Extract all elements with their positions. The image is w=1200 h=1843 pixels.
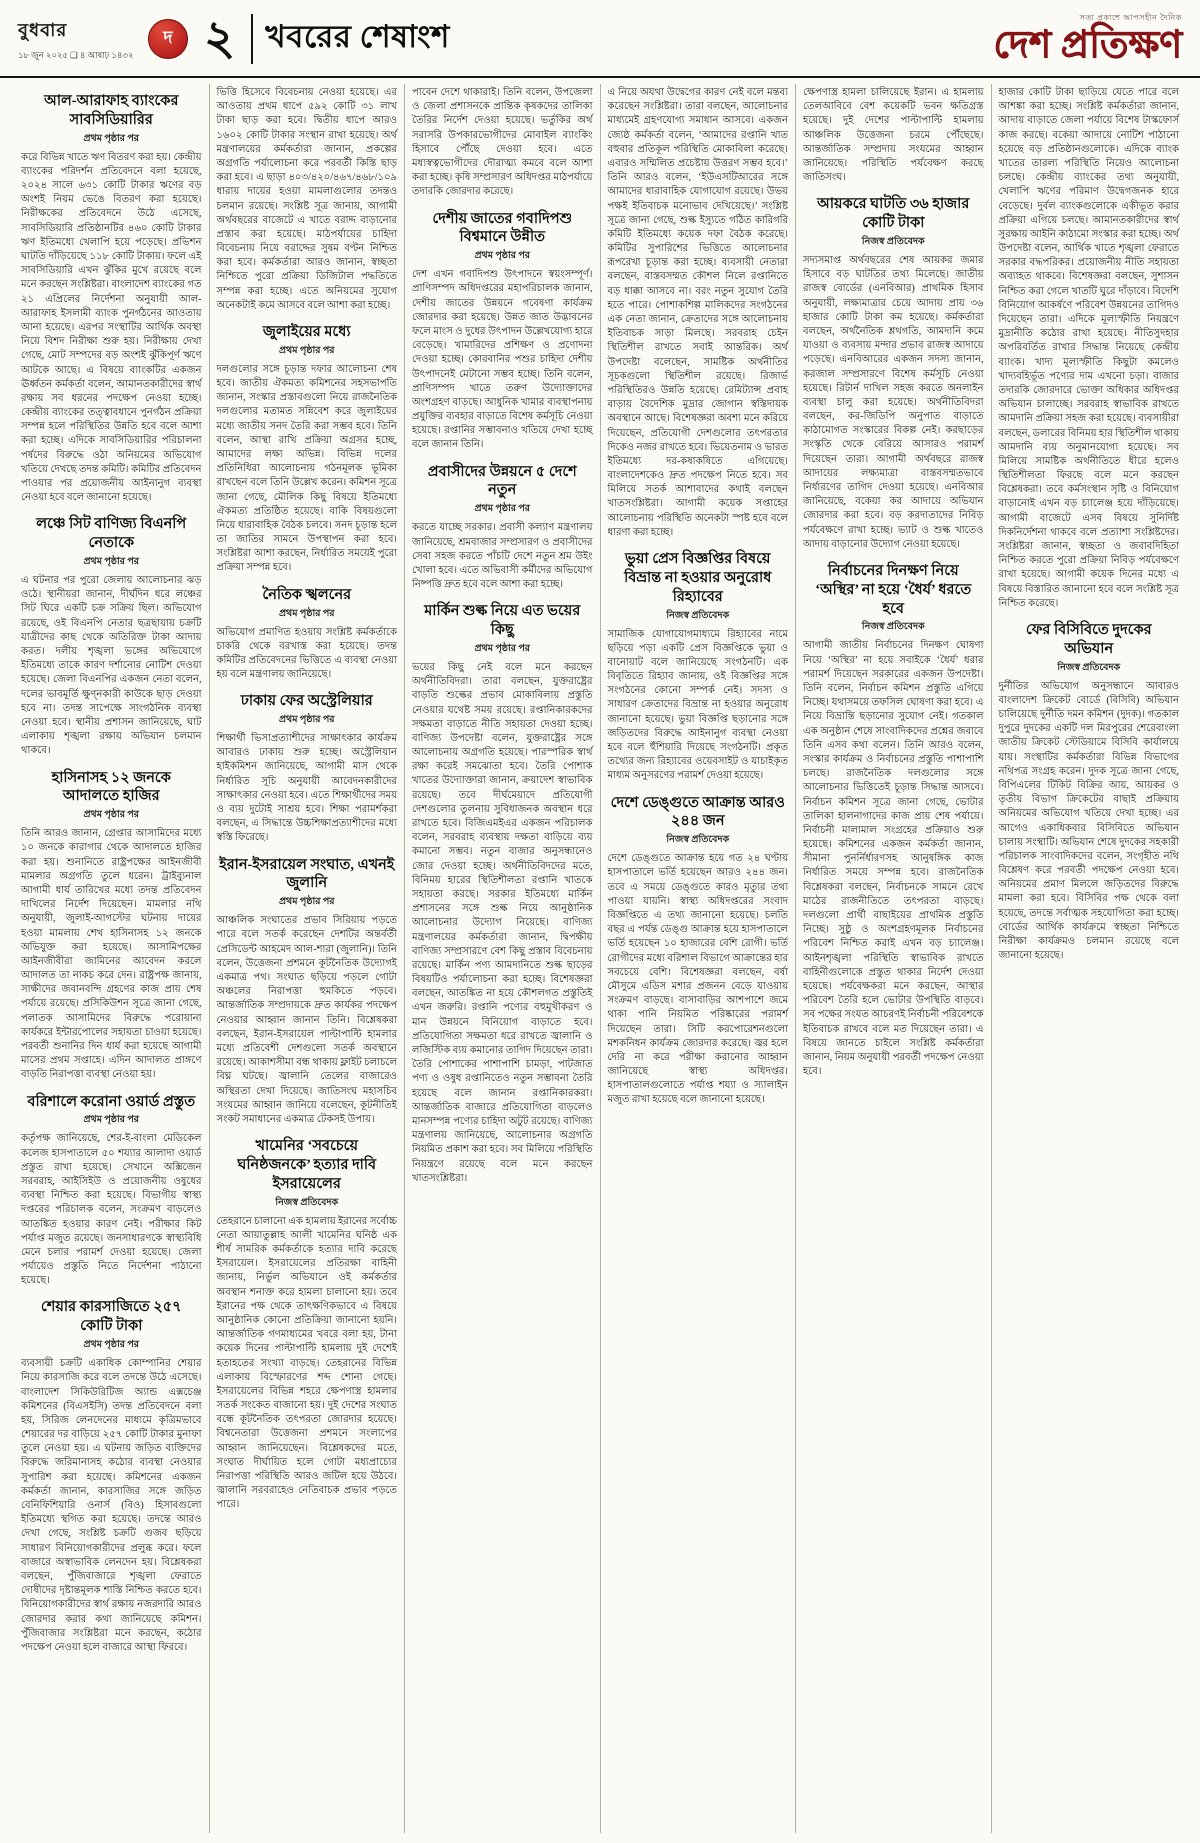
article-heading: প্রবাসীদের উন্নয়নে ৫ দেশে নতুন [427,463,577,499]
article-barishal-corona [21,1093,202,1289]
article-kicker: প্রথম পৃষ্ঠার পর [278,897,335,908]
section-title: খবরের শেষাংশ [265,19,450,54]
article-continuation [999,86,1180,611]
article-body: ভয়ের কিছু নেই বলে মনে করছেন অর্থনীতিবিদরা। তারা বলছেন, যুক্তরাষ্ট্রের বাড়তি শুল্কের প্রভাব মোকাবিলায় প্রস্তুতি নেওয়ার যথেষ্ট সময় রয়েছে। রপ্তানিকারকদের সক্ষমতা বাড়াতে নীতি সহায়তা দেওয়া হচ্ছে। বাণিজ্য উপদেষ্টা বলেন, যুক্তরাষ্ট্রের সঙ্গে আলোচনায় অগ্রগতি হয়েছে। পারস্পরিক স্বার্থ রক্ষা করেই সমঝোতা হবে। তৈরি পোশাক খাতের উদ্যোক্তারা জানান, ক্রয়াদেশ স্বাভাবিক রয়েছে। তবে দীর্ঘমেয়াদে প্রতিযোগী দেশগুলোর তুলনায় সুবিধাজনক অবস্থান ধরে রাখতে হবে। বিজিএমইএর একজন পরিচালক বলেন, সরবরাহ ব্যবস্থায় দক্ষতা বাড়িয়ে ব্যয় কমানো সম্ভব। নতুন বাজার অনুসন্ধানেও জোর দেওয়া হচ্ছে। অর্থনীতিবিদদের মতে, বিনিময় হারের স্থিতিশীলতা রপ্তানি খাতকে সহায়তা করছে। সরকার ইতিমধ্যে মার্কিন প্রশাসনের সঙ্গে শুল্ক নিয়ে আনুষ্ঠানিক আলোচনার উদ্যোগ নিয়েছে। বাণিজ্য মন্ত্রণালয়ের কর্মকর্তারা জানান, দ্বিপক্ষীয় বাণিজ্য সম্প্রসারণে বেশ কিছু প্রস্তাব বিবেচনায় রয়েছে। মার্কিন পণ্য আমদানিতে শুল্ক ছাড়ের বিষয়টিও পর্যালোচনা করা হচ্ছে। বিশেষজ্ঞরা বলছেন, আতঙ্কিত না হয়ে কৌশলগত প্রস্তুতিই এখন জরুরি। রপ্তানি পণ্যের বহুমুখীকরণ ও মান উন্নয়নে বিনিয়োগ বাড়াতে হবে। প্রতিযোগিতা সক্ষমতা ধরে রাখতে জ্বালানি ও লজিস্টিক ব্যয় কমানোর তাগিদ দিয়েছেন তারা। তৈরি পোশাকের পাশাপাশি চামড়া, পাটজাত পণ্য ও ওষুধ রপ্তানিতেও নতুন সম্ভাবনা তৈরি হয়েছে বলে জানান রপ্তানিকারকরা। আন্তর্জাতিক বাজারে প্রতিযোগিতা বাড়লেও মানসম্পন্ন পণ্যের চাহিদা অটুট রয়েছে। বাণিজ্য মন্ত্রণালয় জানিয়েছে, আলোচনার অগ্রগতি নিয়মিত প্রকাশ করা হবে। সব মিলিয়ে পরিস্থিতি নিয়ন্ত্রণে রয়েছে বলে মনে করছেন খাতসংশ্লিষ্টরা। [412,661,593,1184]
article-rehab-fake-press [608,550,789,784]
article-heading: ইরান-ইসরায়েল সংঘাত, এখনই জুলানি [219,856,395,892]
article-heading: ঢাকায় ফের অস্ট্রেলিয়ার [240,693,373,710]
article-continuation [608,86,789,540]
article-launch-seat [21,515,202,758]
article-kicker: প্রথম পৃষ্ঠার পর [278,715,335,726]
article-body: দলগুলোর সঙ্গে চূড়ান্ত দফার আলোচনা শেষ হবে। জাতীয় ঐকমত্য কমিশনের সহসভাপতি জানান, সংস্কার প্রস্তাবগুলো নিয়ে রাজনৈতিক দলগুলোর মতামত সন্নিবেশ করে জুলাইয়ের মধ্যে জাতীয় সনদ তৈরি করা সম্ভব হবে। তিনি বলেন, আস্থা রাখি প্রক্রিয়া অগ্রসর হচ্ছে, আমাদের লক্ষ্য অভিন্ন। বিভিন্ন দলের প্রতিনিধিরা আলোচনায় গঠনমূলক ভূমিকা রাখছেন বলে তিনি উল্লেখ করেন। কমিশন সূত্রে জানা গেছে, মৌলিক কিছু বিষয়ে ইতিমধ্যে ঐকমত্য প্রতিষ্ঠিত হয়েছে। বাকি বিষয়গুলো নিয়ে ধারাবাহিক বৈঠক চলবে। সনদ চূড়ান্ত হলে তা জাতির সামনে উপস্থাপন করা হবে। সংশ্লিষ্টরা আশা করছেন, নির্ধারিত সময়েই পুরো প্রক্রিয়া সম্পন্ন হবে। [216,363,397,574]
article-kicker: প্রথম পৃষ্ঠার পর [83,810,140,821]
article-body: তেহরানে চালানো এক হামলায় ইরানের সর্বোচ্চ নেতা আয়াতুল্লাহ আলী খামেনির ঘনিষ্ঠ এক শীর্ষ সামরিক কর্মকর্তাকে হত্যার দাবি করেছে ইসরায়েল। ইসরায়েলের প্রতিরক্ষা বাহিনী জানায়, নির্ভুল অভিযানে ওই কর্মকর্তার অবস্থান শনাক্ত করে হামলা চালানো হয়। তবে ইরানের পক্ষ থেকে তাৎক্ষণিকভাবে এ বিষয়ে আনুষ্ঠানিক কোনো প্রতিক্রিয়া জানানো হয়নি। আন্তর্জাতিক গণমাধ্যমের খবরে বলা হয়, টানা কয়েক দিনের পাল্টাপাল্টি হামলায় দুই দেশেই হতাহতের সংখ্যা বাড়ছে। তেহরানের বিভিন্ন এলাকায় বিস্ফোরণের শব্দ শোনা গেছে। ইসরায়েলের বিভিন্ন শহরে ক্ষেপণাস্ত্র হামলার সতর্ক সংকেত বাজানো হয়। দুই দেশের সংঘাত বন্ধে কূটনৈতিক তৎপরতা জোরদার হয়েছে। বিশ্বনেতারা উত্তেজনা প্রশমনে সংলাপের আহ্বান জানিয়েছেন। বিশ্লেষকদের মতে, সংঘাত দীর্ঘায়িত হলে গোটা মধ্যপ্রাচ্যের নিরাপত্তা পরিস্থিতি আরও জটিল হয়ে উঠবে। জ্বালানি সরবরাহেও নেতিবাচক প্রভাব পড়তে পারে। [216,1215,397,1511]
article-kicker: প্রথম পৃষ্ঠার পর [278,345,335,356]
columns-area [0,78,1200,1833]
article-heading: নৈতিক স্খলনের [262,586,352,603]
article-body: হাজার কোটি টাকা ছাড়িয়ে যেতে পারে বলে আশঙ্কা করা হচ্ছে। সংশ্লিষ্ট কর্মকর্তারা জানান, আদায় বাড়াতে জেলা পর্যায়ে বিশেষ টাস্কফোর্স কাজ করছে। বকেয়া আদায়ে নোটিশ পাঠানো হয়েছে বড় প্রতিষ্ঠানগুলোকে। এদিকে ব্যাংক খাতের তারল্য পরিস্থিতি নিয়েও আলোচনা চলছে। কেন্দ্রীয় ব্যাংকের তথ্য অনুযায়ী, খেলাপি ঋণের পরিমাণ উদ্বেগজনক হারে বেড়েছে। দুর্বল ব্যাংকগুলোকে একীভূত করার প্রক্রিয়া এগিয়ে চলছে। আমানতকারীদের স্বার্থ সুরক্ষায় আইনি কাঠামো সংস্কার করা হচ্ছে। অর্থ উপদেষ্টা বলেন, আর্থিক খাতে শৃঙ্খলা ফেরাতে সরকার বদ্ধপরিকর। প্রয়োজনীয় নীতি সহায়তা অব্যাহত থাকবে। বিশেষজ্ঞরা বলছেন, সুশাসন নিশ্চিত করা গেলে খাতটি ঘুরে দাঁড়াবে। বিদেশি বিনিয়োগ আকর্ষণে পরিবেশ উন্নয়নের তাগিদও দিয়েছেন তারা। এদিকে মূল্যস্ফীতি নিয়ন্ত্রণে মুদ্রানীতি কঠোর রাখা হয়েছে। নীতিসুদহার অপরিবর্তিত রাখার সিদ্ধান্ত নিয়েছে কেন্দ্রীয় ব্যাংক। খাদ্য মূল্যস্ফীতি কিছুটা কমলেও খাদ্যবহির্ভূত পণ্যের দাম এখনো চড়া। বাজার তদারকি জোরদারে ভোক্তা অধিকার অধিদপ্তর অভিযান চালাচ্ছে। সরবরাহ স্বাভাবিক রাখতে আমদানি প্রক্রিয়া সহজ করা হয়েছে। ব্যবসায়ীরা বলছেন, ডলারের বিনিময় হার স্থিতিশীল থাকায় আমদানি ব্যয় অনুমানযোগ্য হয়েছে। সব মিলিয়ে সামষ্টিক অর্থনীতিতে ধীরে হলেও স্থিতিশীলতা ফিরছে বলে মনে করছেন বিশ্লেষকরা। তবে কর্মসংস্থান সৃষ্টি ও বিনিয়োগ বাড়ানোই এখন বড় চ্যালেঞ্জ হয়ে দাঁড়িয়েছে। আগামী বাজেটে এসব বিষয়ে সুনির্দিষ্ট দিকনির্দেশনা থাকবে বলে প্রত্যাশা সংশ্লিষ্টদের। সংশ্লিষ্টরা জানান, স্বচ্ছতা ও জবাবদিহিতা নিশ্চিত করতে পুরো প্রক্রিয়া নিবিড় পর্যবেক্ষণে রাখা হয়েছে। আগামী কয়েক দিনের মধ্যে এ বিষয়ে বিস্তারিত জানানো হবে বলে সংশ্লিষ্ট সূত্র নিশ্চিত করেছে। [998,87,1179,609]
article-heading: দেশে ডেঙ্গুতে আক্রান্ত আরও ২৪৪ জন [610,794,785,830]
article-july-charter [217,323,398,576]
article-kicker: নিজস্ব প্রতিবেদক [666,835,730,846]
article-heading: খামেনির ‘সবচেয়ে ঘনিষ্ঠজনকে’ হত্যার দাবি ইসরায়েলের [237,1138,377,1192]
column-4 [601,84,797,1833]
article-body: দেশে ডেঙ্গুতে আক্রান্ত হয়ে গত ২৪ ঘণ্টায় হাসপাতালে ভর্তি হয়েছেন আরও ২৪৪ জন। তবে এ সময়ে ডেঙ্গুতে কারও মৃত্যুর তথ্য পাওয়া যায়নি। স্বাস্থ্য অধিদপ্তরের সংবাদ বিজ্ঞপ্তিতে এ তথ্য জানানো হয়েছে। চলতি বছর এ পর্যন্ত ডেঙ্গু আক্রান্ত হয়ে হাসপাতালে ভর্তি হয়েছেন ১০ হাজারের বেশি রোগী। ভর্তি রোগীদের মধ্যে বরিশাল বিভাগে আক্রান্তের হার সবচেয়ে বেশি। বিশেষজ্ঞরা বলছেন, বর্ষা মৌসুমে এডিস মশার প্রজনন বেড়ে যাওয়ায় সংক্রমণ বাড়ছে। বাসাবাড়ির আশপাশে জমে থাকা পানি নিয়মিত পরিষ্কারের পরামর্শ দিয়েছেন তারা। সিটি করপোরেশনগুলো মশকনিধন কার্যক্রম জোরদার করেছে। জ্বর হলে দেরি না করে পরীক্ষা করানোর আহ্বান জানিয়েছে স্বাস্থ্য অধিদপ্তর। হাসপাতালগুলোতে পর্যাপ্ত শয্যা ও স্যালাইন মজুত রাখা হয়েছে বলে জানানো হয়েছে। [607,853,788,1106]
column-5 [796,84,992,1833]
header-divider [251,14,253,64]
article-heading: আয়করে ঘাটতি ৩৬ হাজার কোটি টাকা [817,196,970,232]
page-header [0,0,1200,78]
column-3 [405,84,601,1833]
article-livestock [412,210,593,453]
column-6 [992,84,1187,1833]
article-al-arafah [21,92,202,505]
article-bcb-acc-raid [999,621,1180,963]
article-kicker: প্রথম পৃষ্ঠার পর [474,643,531,654]
article-body: অভিযোগ প্রমাণিত হওয়ায় সংশ্লিষ্ট কর্মকর্তাকে চাকরি থেকে বরখাস্ত করা হয়েছে। তদন্ত কমিটির প্রতিবেদনের ভিত্তিতে এ ব্যবস্থা নেওয়া হয় বলে মন্ত্রণালয় জানিয়েছে। [216,626,397,681]
article-heading: মার্কিন শুল্ক নিয়ে এত ভয়ের কিছু [424,603,581,639]
date-line: ১৮ জুন ২০২৫ ❑ ৪ আষাঢ় ১৪৩২ [18,49,134,60]
article-heading: জুলাইয়ের মধ্যে [262,324,351,340]
article-heading: ফের বিসিবিতে দুদকের অভিযান [1025,621,1152,657]
masthead-block [993,12,1182,66]
article-body: আগামী জাতীয় নির্বাচনের দিনক্ষণ ঘোষণা নিয়ে ‘অস্থির’ না হয়ে সবাইকে ‘ধৈর্য’ ধরার পরামর্শ দিয়েছেন সরকারের একজন উপদেষ্টা। তিনি বলেন, নির্বাচন কমিশন প্রস্তুতি এগিয়ে নিচ্ছে। যথাসময়ে তফসিল ঘোষণা করা হবে। এ নিয়ে বিভ্রান্তি ছড়ানোর সুযোগ নেই। গতকাল এক অনুষ্ঠান শেষে সাংবাদিকদের প্রশ্নের জবাবে তিনি এসব কথা বলেন। তিনি আরও বলেন, সংস্কার কার্যক্রম ও নির্বাচনের প্রস্তুতি পাশাপাশি চলছে। রাজনৈতিক দলগুলোর সঙ্গে আলোচনার ভিত্তিতেই চূড়ান্ত সিদ্ধান্ত আসবে। নির্বাচন কমিশন সূত্রে জানা গেছে, ভোটার তালিকা হালনাগাদের কাজ প্রায় শেষ পর্যায়ে। নির্বাচনী মালামাল সংগ্রহের প্রক্রিয়াও শুরু হয়েছে। কমিশনের একজন কর্মকর্তা জানান, সীমানা পুনর্নির্ধারণসহ আনুষঙ্গিক কাজ নির্ধারিত সময়ে সম্পন্ন হবে। রাজনৈতিক বিশ্লেষকরা বলছেন, নির্বাচনকে সামনে রেখে মাঠের রাজনীতিতে তৎপরতা বাড়ছে। দলগুলো প্রার্থী বাছাইয়ের প্রাথমিক প্রস্তুতি নিচ্ছে। সুষ্ঠু ও অংশগ্রহণমূলক নির্বাচনের পরিবেশ নিশ্চিত করাই এখন বড় চ্যালেঞ্জ। আইনশৃঙ্খলা পরিস্থিতি স্বাভাবিক রাখতে বাহিনীগুলোকে প্রস্তুত থাকার নির্দেশ দেওয়া হয়েছে। পর্যবেক্ষকরা মনে করছেন, আস্থার পরিবেশ তৈরি হলে ভোটার উপস্থিতি বাড়বে। সব পক্ষের সংযত আচরণই নির্বাচনী পরিবেশকে ইতিবাচক রাখবে বলে মত দিয়েছেন তারা। এ বিষয়ে জানতে চাইলে সংশ্লিষ্ট কর্মকর্তারা জানান, নিয়ম অনুযায়ী পরবর্তী পদক্ষেপ নেওয়া হবে। [803,640,984,1078]
masthead-tagline: সত্য প্রকাশে আপসহীন দৈনিক [1079,13,1182,23]
article-expatriates [412,463,593,593]
article-body: শিক্ষার্থী ভিসাপ্রত্যাশীদের সাক্ষাৎকার কার্যক্রম আবারও ঢাকায় শুরু হচ্ছে। অস্ট্রেলিয়ান হাইকমিশন জানিয়েছে, আগামী মাস থেকে নির্ধারিত সূচি অনুযায়ী আবেদনকারীদের সাক্ষাৎকার নেওয়া হবে। এতে শিক্ষার্থীদের সময় ও ব্যয় দুটোই সাশ্রয় হবে। শিক্ষা পরামর্শকরা বলছেন, এ সিদ্ধান্তে উচ্চশিক্ষাপ্রত্যাশীদের মধ্যে স্বস্তি ফিরেছে। [216,733,397,844]
article-kicker: নিজস্ব প্রতিবেদক [275,1197,339,1208]
article-us-tariff [412,602,593,1186]
article-share-manipulation [21,1298,202,1655]
column-2 [210,84,406,1833]
article-khamenei-claim [217,1137,398,1512]
article-heading: দেশীয় জাতের গবাদিপশু বিশ্বমানে উন্নীত [432,210,573,246]
article-body: ভিত্তি হিসেবে বিবেচনায় নেওয়া হয়েছে। এর আওতায় প্রথম ধাপে ৫৯২ কোটি ৩১ লাখ টাকা ছাড় করা হবে। দ্বিতীয় ধাপে আরও ১৬০২ কোটি টাকার সংস্থান রাখা হয়েছে। অর্থ মন্ত্রণালয়ের কর্মকর্তারা জানান, প্রকল্পের অগ্রগতি পর্যালোচনা করে পরবর্তী কিস্তি ছাড় করা হবে। এ ছাড়া ৪০৩/৪২০/৪৬৭/৪৬৮/১০৯ ধারায় দায়ের হওয়া মামলাগুলোর তদন্তও চলমান রয়েছে। সংশ্লিষ্ট সূত্র জানায়, আগামী অর্থবছরের বাজেটে এ খাতে বরাদ্দ বাড়ানোর প্রস্তাব করা হয়েছে। মাঠপর্যায়ের চাহিদা বিবেচনায় নিয়ে বরাদ্দের সুষম বণ্টন নিশ্চিত করা হবে। কর্মকর্তারা আরও জানান, স্বচ্ছতা নিশ্চিতে পুরো প্রক্রিয়া ডিজিটাল পদ্ধতিতে সম্পন্ন করা হচ্ছে। এতে অনিয়মের সুযোগ অনেকটাই কমে আসবে বলে আশা করা হচ্ছে। [216,87,397,311]
article-kicker: প্রথম পৃষ্ঠার পর [474,504,531,515]
article-heading: বরিশালে করোনা ওয়ার্ড প্রস্তুত [27,1093,196,1110]
article-heading: আল-আরাফাহ ব্যাংকের সাবসিডিয়ারির [44,93,179,128]
article-kicker: নিজস্ব প্রতিবেদক [1057,662,1121,673]
article-body: আঞ্চলিক সংঘাতের প্রভাব সিরিয়ায় পড়তে পারে বলে সতর্ক করেছেন দেশটির অন্তর্বর্তী প্রেসিডেন্ট আহমেদ আল-শারা (জুলানি)। তিনি বলেন, উত্তেজনা প্রশমনে কূটনৈতিক উদ্যোগই একমাত্র পথ। সংঘাত ছড়িয়ে পড়লে গোটা অঞ্চলের নিরাপত্তা হুমকিতে পড়বে। আন্তর্জাতিক সম্প্রদায়কে দ্রুত কার্যকর পদক্ষেপ নেওয়ার আহ্বান জানান তিনি। বিশ্লেষকরা বলছেন, ইরান-ইসরায়েল পাল্টাপাল্টি হামলার মধ্যে প্রতিবেশী দেশগুলো সতর্ক অবস্থানে রয়েছে। আকাশসীমা বন্ধ থাকায় ফ্লাইট চলাচলে বিঘ্ন ঘটছে। জ্বালানি তেলের বাজারেও অস্থিরতা দেখা দিয়েছে। জাতিসংঘ মহাসচিব সংযমের আহ্বান জানিয়ে বলেছেন, কূটনীতিই সংকট সমাধানের একমাত্র টেকসই উপায়। [216,915,397,1125]
article-kicker: প্রথম পৃষ্ঠার পর [83,557,140,568]
article-body: দুর্নীতির অভিযোগ অনুসন্ধানে আবারও বাংলাদেশ ক্রিকেট বোর্ডে (বিসিবি) অভিযান চালিয়েছে দুর্নীতি দমন কমিশন (দুদক)। গতকাল দুপুরে দুদকের একটি দল মিরপুরের শেরেবাংলা জাতীয় ক্রিকেট স্টেডিয়ামে বিসিবি কার্যালয়ে যায়। সংস্থাটির কর্মকর্তারা বিভিন্ন বিভাগের নথিপত্র সংগ্রহ করেন। দুদক সূত্রে জানা গেছে, বিপিএলের টিকিট বিক্রির আয়, আয়কর ও তৃতীয় বিভাগ ক্রিকেটের বাছাই প্রক্রিয়ায় অনিয়মের অভিযোগ খতিয়ে দেখা হচ্ছে। এর আগেও একাধিকবার বিসিবিতে অভিযান চালায় সংস্থাটি। অভিযান শেষে দুদকের সহকারী পরিচালক সাংবাদিকদের বলেন, সংগৃহীত নথি বিশ্লেষণ করে পরবর্তী পদক্ষেপ নেওয়া হবে। অনিয়মের প্রমাণ মিললে জড়িতদের বিরুদ্ধে মামলা করা হবে। বিসিবির পক্ষ থেকে বলা হয়েছে, তদন্তে সর্বাত্মক সহযোগিতা করা হচ্ছে। বোর্ডের আর্থিক কার্যক্রমে স্বচ্ছতা নিশ্চিতে নিরীক্ষা কার্যক্রমও চলমান রয়েছে বলে জানানো হয়েছে। [998,680,1179,962]
article-heading: হাসিনাসহ ১২ জনকে আদালতে হাজির [51,769,171,805]
article-continuation [217,86,398,313]
article-body: সদ্যসমাপ্ত অর্থবছরের শেষ আয়কর জমার হিসাবে বড় ঘাটতির তথ্য মিলেছে। জাতীয় রাজস্ব বোর্ডের (এনবিআর) প্রাথমিক হিসাব অনুযায়ী, লক্ষ্যমাত্রার চেয়ে আদায় প্রায় ৩৬ হাজার কোটি টাকা কম হয়েছে। কর্মকর্তারা বলছেন, অর্থনৈতিক শ্লথগতি, আমদানি কমে যাওয়া ও ব্যবসায় মন্দার প্রভাব রাজস্ব আদায়ে পড়েছে। এনবিআরের একজন সদস্য জানান, করজাল সম্প্রসারণে বিশেষ কর্মসূচি নেওয়া হয়েছে। রিটার্ন দাখিল সহজ করতে অনলাইন ব্যবস্থা চালু করা হয়েছে। অর্থনীতিবিদরা বলছেন, কর-জিডিপি অনুপাত বাড়াতে কাঠামোগত সংস্কারের বিকল্প নেই। করছাড়ের সংস্কৃতি থেকে বেরিয়ে আসারও পরামর্শ দিয়েছেন তারা। আগামী অর্থবছরে রাজস্ব আদায়ের লক্ষ্যমাত্রা বাস্তবসম্মতভাবে নির্ধারণের তাগিদ দেওয়া হয়েছে। এনবিআর জানিয়েছে, বকেয়া কর আদায়ে অভিযান জোরদার করা হবে। বড় করদাতাদের নিবিড় পর্যবেক্ষণে রাখা হচ্ছে। ভ্যাট ও শুল্ক খাতেও আদায় বাড়ানোর উদ্যোগ নেওয়া হয়েছে। [803,255,984,550]
masthead-title: দেশ প্রতিক্ষণ [993,24,1182,67]
column-1 [14,84,210,1833]
article-body: তিনি আরও জানান, গ্রেপ্তার আসামিদের মধ্যে ১০ জনকে কারাগার থেকে আদালতে হাজির করা হয়। শুনানিতে রাষ্ট্রপক্ষের আইনজীবী মামলার অগ্রগতি তুলে ধরেন। ট্রাইব্যুনাল আগামী ধার্য তারিখের মধ্যে তদন্ত প্রতিবেদন দাখিলের নির্দেশ দিয়েছেন। মামলার নথি অনুযায়ী, জুলাই-আগস্টের ঘটনায় দায়ের হওয়া মামলায় শেখ হাসিনাসহ ১২ জনকে অভিযুক্ত করা হয়েছে। আসামিপক্ষের আইনজীবীরা জামিনের আবেদন করলে আদালত তা নাকচ করে দেন। রাষ্ট্রপক্ষ জানায়, সাক্ষীদের জবানবন্দি গ্রহণের কাজ প্রায় শেষ পর্যায়ে রয়েছে। প্রসিকিউশন সূত্রে জানা গেছে, পলাতক আসামিদের বিরুদ্ধে পরোয়ানা কার্যকরে ইন্টারপোলের সহায়তা চাওয়া হয়েছে। পরবর্তী শুনানির দিন ধার্য করা হয়েছে আগামী মাসের প্রথম সপ্তাহে। এদিন আদালত প্রাঙ্গণে বাড়তি নিরাপত্তা ব্যবস্থা নেওয়া হয়। [21,828,202,1081]
article-body: করতে যাচ্ছে সরকার। প্রবাসী কল্যাণ মন্ত্রণালয় জানিয়েছে, শ্রমবাজার সম্প্রসারণ ও প্রবাসীদের সেবা সহজ করতে পাঁচটি দেশে নতুন শ্রম উইং খোলা হবে। এতে অভিবাসী কর্মীদের অভিযোগ নিষ্পত্তি দ্রুত হবে বলে আশা করা হচ্ছে। [412,522,593,591]
article-income-tax-shortfall [803,195,984,552]
article-iran-israel-julani [217,856,398,1128]
article-heading: লঞ্চে সিট বাণিজ্য বিএনপি নেতাকে [36,516,187,552]
article-body: পাবেন দেশে থাকারাই। তিনি বলেন, উপজেলা ও জেলা প্রশাসনকে প্রান্তিক কৃষকদের তালিকা তৈরির নির্দেশ দেওয়া হয়েছে। ভর্তুকির অর্থ সরাসরি উপকারভোগীদের মোবাইল ব্যাংকিং হিসাবে পৌঁছে দেওয়া হবে। এতে মধ্যস্বত্বভোগীদের দৌরাত্ম্য কমবে বলে আশা করা হচ্ছে। কৃষি সম্প্রসারণ অধিদপ্তর মাঠপর্যায়ে তদারকি জোরদার করেছে। [412,87,593,198]
article-australia-dhaka [217,692,398,845]
article-dengue [608,794,789,1108]
article-body: করে বিভিন্ন খাতে ঋণ বিতরণ করা হয়। কেন্দ্রীয় ব্যাংকের পরিদর্শন প্রতিবেদনে বলা হয়েছে, ২০২৪ সালে ৬৩১ কোটি টাকার ঋণের বড় অংশই নিয়ম ভেঙে বিতরণ করা হয়েছে। নিরীক্ষকের প্রতিবেদনে উঠে এসেছে, সাবসিডিয়ারি প্রতিষ্ঠানটির ৪৬০ কোটি টাকার ঋণ ইতিমধ্যে খেলাপি হয়ে পড়েছে। প্রভিশন ঘাটতি দাঁড়িয়েছে ১১৮ কোটি টাকায়। ফলে এই সাবসিডিয়ারি এখন ঝুঁকির মুখে রয়েছে বলে মনে করছেন সংশ্লিষ্টরা। বাংলাদেশ ব্যাংকের গত ২১ এপ্রিলের নির্দেশনা অনুযায়ী আল-আরাফাহ ইসলামী ব্যাংক পুনর্গঠনের আওতায় আনা হয়েছে। এরপর সংস্থাটির আর্থিক অবস্থা নিয়ে বিশদ নিরীক্ষা শুরু হয়। নিরীক্ষায় দেখা গেছে, মোট সম্পদের বড় অংশই ঝুঁকিপূর্ণ ঋণে আটকে আছে। এ বিষয়ে ব্যাংকটির একজন ঊর্ধ্বতন কর্মকর্তা বলেন, আমানতকারীদের স্বার্থ রক্ষায় সব ধরনের পদক্ষেপ নেওয়া হচ্ছে। কেন্দ্রীয় ব্যাংকের তত্ত্বাবধানে পুনর্গঠন প্রক্রিয়া সম্পন্ন হলে পরিস্থিতির উন্নতি হবে বলে আশা করা হচ্ছে। এদিকে সাবসিডিয়ারির পরিচালনা পর্ষদের বিরুদ্ধে ওঠা অনিয়মের অভিযোগ খতিয়ে দেখছে তদন্ত কমিটি। কমিটির প্রতিবেদন পাওয়ার পর প্রয়োজনীয় আইনানুগ ব্যবস্থা নেওয়া হবে বলে জানানো হয়েছে। [21,151,202,504]
article-body: ক্ষেপণাস্ত্র হামলা চালিয়েছে ইরান। এ হামলায় তেলআবিবে বেশ কয়েকটি ভবন ক্ষতিগ্রস্ত হয়েছে। দুই দেশের পাল্টাপাল্টি হামলায় আঞ্চলিক উত্তেজনা চরমে পৌঁছেছে। আন্তর্জাতিক সম্প্রদায় সংযমের আহ্বান জানিয়েছে। পরিস্থিতি পর্যবেক্ষণ করছে জাতিসংঘ। [803,87,984,184]
article-kicker: প্রথম পৃষ্ঠার পর [83,1115,140,1126]
article-hasina-court [21,769,202,1083]
article-heading: শেয়ার কারসাজিতে ২৫৭ কোটি টাকা [40,1299,182,1335]
date-block [18,16,136,63]
article-continuation [803,86,984,185]
article-body: ব্যবসায়ী চক্রটি একাধিক কোম্পানির শেয়ার নিয়ে কারসাজি করে বলে তদন্তে উঠে এসেছে। বাংলাদেশ সিকিউরিটিজ অ্যান্ড এক্সচেঞ্জ কমিশনের (বিএসইসি) তদন্ত প্রতিবেদনে বলা হয়, সিরিজ লেনদেনের মাধ্যমে কৃত্রিমভাবে শেয়ারের দর বাড়িয়ে ২৫৭ কোটি টাকার মুনাফা তুলে নেওয়া হয়। এ ঘটনায় জড়িত ব্যক্তিদের বিরুদ্ধে জরিমানাসহ কঠোর ব্যবস্থা নেওয়ার সুপারিশ করা হয়েছে। কমিশনের একজন কর্মকর্তা জানান, কারসাজির সঙ্গে জড়িত বেনিফিশিয়ারি ওনার্স (বিও) হিসাবগুলো ইতিমধ্যে স্থগিত করা হয়েছে। তদন্তে আরও দেখা গেছে, সংশ্লিষ্ট চক্রটি গুজব ছড়িয়ে সাধারণ বিনিয়োগকারীদের প্রলুব্ধ করে। ফলে বাজারে অস্বাভাবিক লেনদেন হয়। বিশ্লেষকরা বলছেন, পুঁজিবাজারে শৃঙ্খলা ফেরাতে দোষীদের দৃষ্টান্তমূলক শাস্তি নিশ্চিত করতে হবে। বিনিয়োগকারীদের স্বার্থ রক্ষায় নজরদারি আরও জোরদার করার কথা জানিয়েছে কমিশন। পুঁজিবাজার সংশ্লিষ্টরা মনে করছেন, কঠোর পদক্ষেপ নেওয়া হলে বাজারে আস্থা ফিরবে। [21,1358,202,1653]
article-kicker: প্রথম পৃষ্ঠার পর [83,133,140,144]
article-body: এ নিয়ে অযথা উদ্বেগের কারণ নেই বলে মন্তব্য করেছেন সংশ্লিষ্টরা। তারা বলছেন, আলোচনার মাধ্যমেই গ্রহণযোগ্য সমাধান আসবে। একজন জ্যেষ্ঠ কর্মকর্তা বলেন, ‘আমাদের রপ্তানি খাত বহুবার প্রতিকূল পরিস্থিতি মোকাবিলা করেছে। এবারও সম্মিলিত প্রচেষ্টায় উত্তরণ সম্ভব হবে।’ তিনি আরও বলেন, ‘ইউএসটিআরের সঙ্গে আমাদের ধারাবাহিক যোগাযোগ রয়েছে। উভয় পক্ষই ইতিবাচক মনোভাব দেখিয়েছে।’ সংশ্লিষ্ট সূত্রে জানা গেছে, শুল্ক ইস্যুতে গঠিত কারিগরি কমিটি ইতিমধ্যে কয়েক দফা বৈঠক করেছে। কমিটির সুপারিশের ভিত্তিতে আলোচনার রূপরেখা চূড়ান্ত করা হচ্ছে। ব্যবসায়ী নেতারা বলছেন, বাস্তবসম্মত কৌশল নিলে রপ্তানিতে বড় ধাক্কা আসবে না। বরং নতুন সুযোগ তৈরি হতে পারে। পোশাকশিল্প মালিকদের সংগঠনের এক নেতা জানান, ক্রেতাদের সঙ্গে আলোচনায় ইতিবাচক সাড়া মিলছে। সরবরাহ চেইন স্থিতিশীল রাখতে সবাই আন্তরিক। অর্থ উপদেষ্টা বলেছেন, সামষ্টিক অর্থনীতির সূচকগুলো স্থিতিশীল রয়েছে। রিজার্ভ পরিস্থিতিরও উন্নতি হয়েছে। রেমিট্যান্স প্রবাহ বাড়ায় বৈদেশিক মুদ্রার জোগান স্বস্তিদায়ক অবস্থানে আছে। বিশেষজ্ঞরা অবশ্য মনে করিয়ে দিয়েছেন, প্রতিযোগী দেশগুলোর তৎপরতার দিকেও নজর রাখতে হবে। ভিয়েতনাম ও ভারত ইতিমধ্যে দর-কষাকষিতে এগিয়েছে। বাংলাদেশকেও দ্রুত পদক্ষেপ নিতে হবে। সব মিলিয়ে সতর্ক আশাবাদের কথাই বলছেন খাতসংশ্লিষ্টরা। আগামী কয়েক সপ্তাহের আলোচনায় পরিস্থিতি অনেকটা স্পষ্ট হবে বলে ধারণা করা হচ্ছে। [607,87,788,538]
article-kicker: প্রথম পৃষ্ঠার পর [474,251,531,262]
article-kicker: নিজস্ব প্রতিবেদক [861,237,925,247]
article-body: সামাজিক যোগাযোগমাধ্যমে রিহ্যাবের নামে ছড়িয়ে পড়া একটি প্রেস বিজ্ঞপ্তিকে ভুয়া ও বানোয়াট বলে জানিয়েছে সংগঠনটি। এক বিবৃতিতে রিহ্যাব জানায়, ওই বিজ্ঞপ্তির সঙ্গে সংগঠনের কোনো সম্পর্ক নেই। সদস্য ও সাধারণ ক্রেতাদের বিভ্রান্ত না হওয়ার অনুরোধ জানানো হয়েছে। ভুয়া বিজ্ঞপ্তি ছড়ানোর সঙ্গে জড়িতদের বিরুদ্ধে আইনানুগ ব্যবস্থা নেওয়া হবে বলে হুঁশিয়ারি দিয়েছে সংগঠনটি। প্রকৃত তথ্যের জন্য রিহ্যাবের ওয়েবসাইট ও যাচাইকৃত মাধ্যম অনুসরণের পরামর্শ দেওয়া হয়েছে। [607,628,788,782]
article-kicker: প্রথম পৃষ্ঠার পর [278,608,335,619]
article-kicker: প্রথম পৃষ্ঠার পর [83,1340,140,1351]
article-body: এ ঘটনার পর পুরো জেলায় আলোচনার ঝড় ওঠে। স্থানীয়রা জানান, দীর্ঘদিন ধরে লঞ্চের সিট ঘিরে একটি চক্র সক্রিয় ছিল। অভিযোগ রয়েছে, ওই বিএনপি নেতার ছত্রছায়ায় চক্রটি যাত্রীদের কাছ থেকে অতিরিক্ত টাকা আদায় করত। দলীয় শৃঙ্খলা ভঙ্গের অভিযোগে ইতিমধ্যে তাকে কারণ দর্শানোর নোটিশ দেওয়া হয়েছে। জেলা বিএনপির একজন নেতা বলেন, দলের ভাবমূর্তি ক্ষুণ্নকারী কাউকে ছাড় দেওয়া হবে না। তদন্ত সাপেক্ষে সাংগঠনিক ব্যবস্থা নেওয়া হবে। স্থানীয় প্রশাসন জানিয়েছে, ঘাট এলাকায় শৃঙ্খলা রক্ষায় অভিযান চলমান থাকবে। [21,575,202,757]
article-kicker: নিজস্ব প্রতিবেদক [861,622,925,633]
article-continuation [412,86,593,200]
page-number: ২ [204,12,236,65]
article-heading: ভুয়া প্রেস বিজ্ঞপ্তির বিষয়ে বিভ্রান্ত না হওয়ার অনুরোধ রিহ্যাবের [624,551,772,605]
weekday-label: বুধবার [18,19,68,40]
article-moral-turpitude [217,586,398,683]
article-kicker: নিজস্ব প্রতিবেদক [666,610,730,621]
article-body: কর্তৃপক্ষ জানিয়েছে, শের-ই-বাংলা মেডিকেল কলেজ হাসপাতালে ৫০ শয্যার আলাদা ওয়ার্ড প্রস্তুত রাখা হয়েছে। সেখানে অক্সিজেন সরবরাহ, আইসিইউ ও প্রয়োজনীয় ওষুধের ব্যবস্থা নিশ্চিত করা হয়েছে। বিভাগীয় স্বাস্থ্য দপ্তরের পরিচালক বলেন, সংক্রমণ বাড়লেও আতঙ্কিত হওয়ার কারণ নেই। পরীক্ষার কিট পর্যাপ্ত মজুত রয়েছে। জনসাধারণকে স্বাস্থ্যবিধি মেনে চলার পরামর্শ দেওয়া হয়েছে। জেলা পর্যায়েও প্রস্তুতি নিতে নির্দেশনা পাঠানো হয়েছে। [21,1133,202,1287]
paper-emblem-icon: দ [148,19,188,59]
article-heading: নির্বাচনের দিনক্ষণ নিয়ে ‘অস্থির’ না হয়ে ‘ধৈর্য’ ধরতে হবে [815,562,972,617]
article-body: দেশ এখন গবাদিপশু উৎপাদনে স্বয়ংসম্পূর্ণ। প্রাণিসম্পদ অধিদপ্তরের মহাপরিচালক জানান, দেশীয় জাতের উন্নয়নে গবেষণা কার্যক্রম জোরদার করা হয়েছে। উন্নত জাত উদ্ভাবনের ফলে মাংস ও দুধের উৎপাদন উল্লেখযোগ্য হারে বেড়েছে। খামারিদের প্রশিক্ষণ ও প্রণোদনা দেওয়া হচ্ছে। কোরবানির পশুর চাহিদা দেশীয় উৎপাদনেই মেটানো সম্ভব হচ্ছে। তিনি বলেন, প্রাণিসম্পদ খাতে তরুণ উদ্যোক্তাদের অংশগ্রহণ বাড়ছে। আধুনিক খামার ব্যবস্থাপনায় প্রযুক্তির ব্যবহার বাড়াতে বিশেষ কর্মসূচি নেওয়া হয়েছে। রপ্তানির সম্ভাবনাও খতিয়ে দেখা হচ্ছে বলে জানান তিনি। [412,269,593,451]
article-election-schedule [803,562,984,1079]
